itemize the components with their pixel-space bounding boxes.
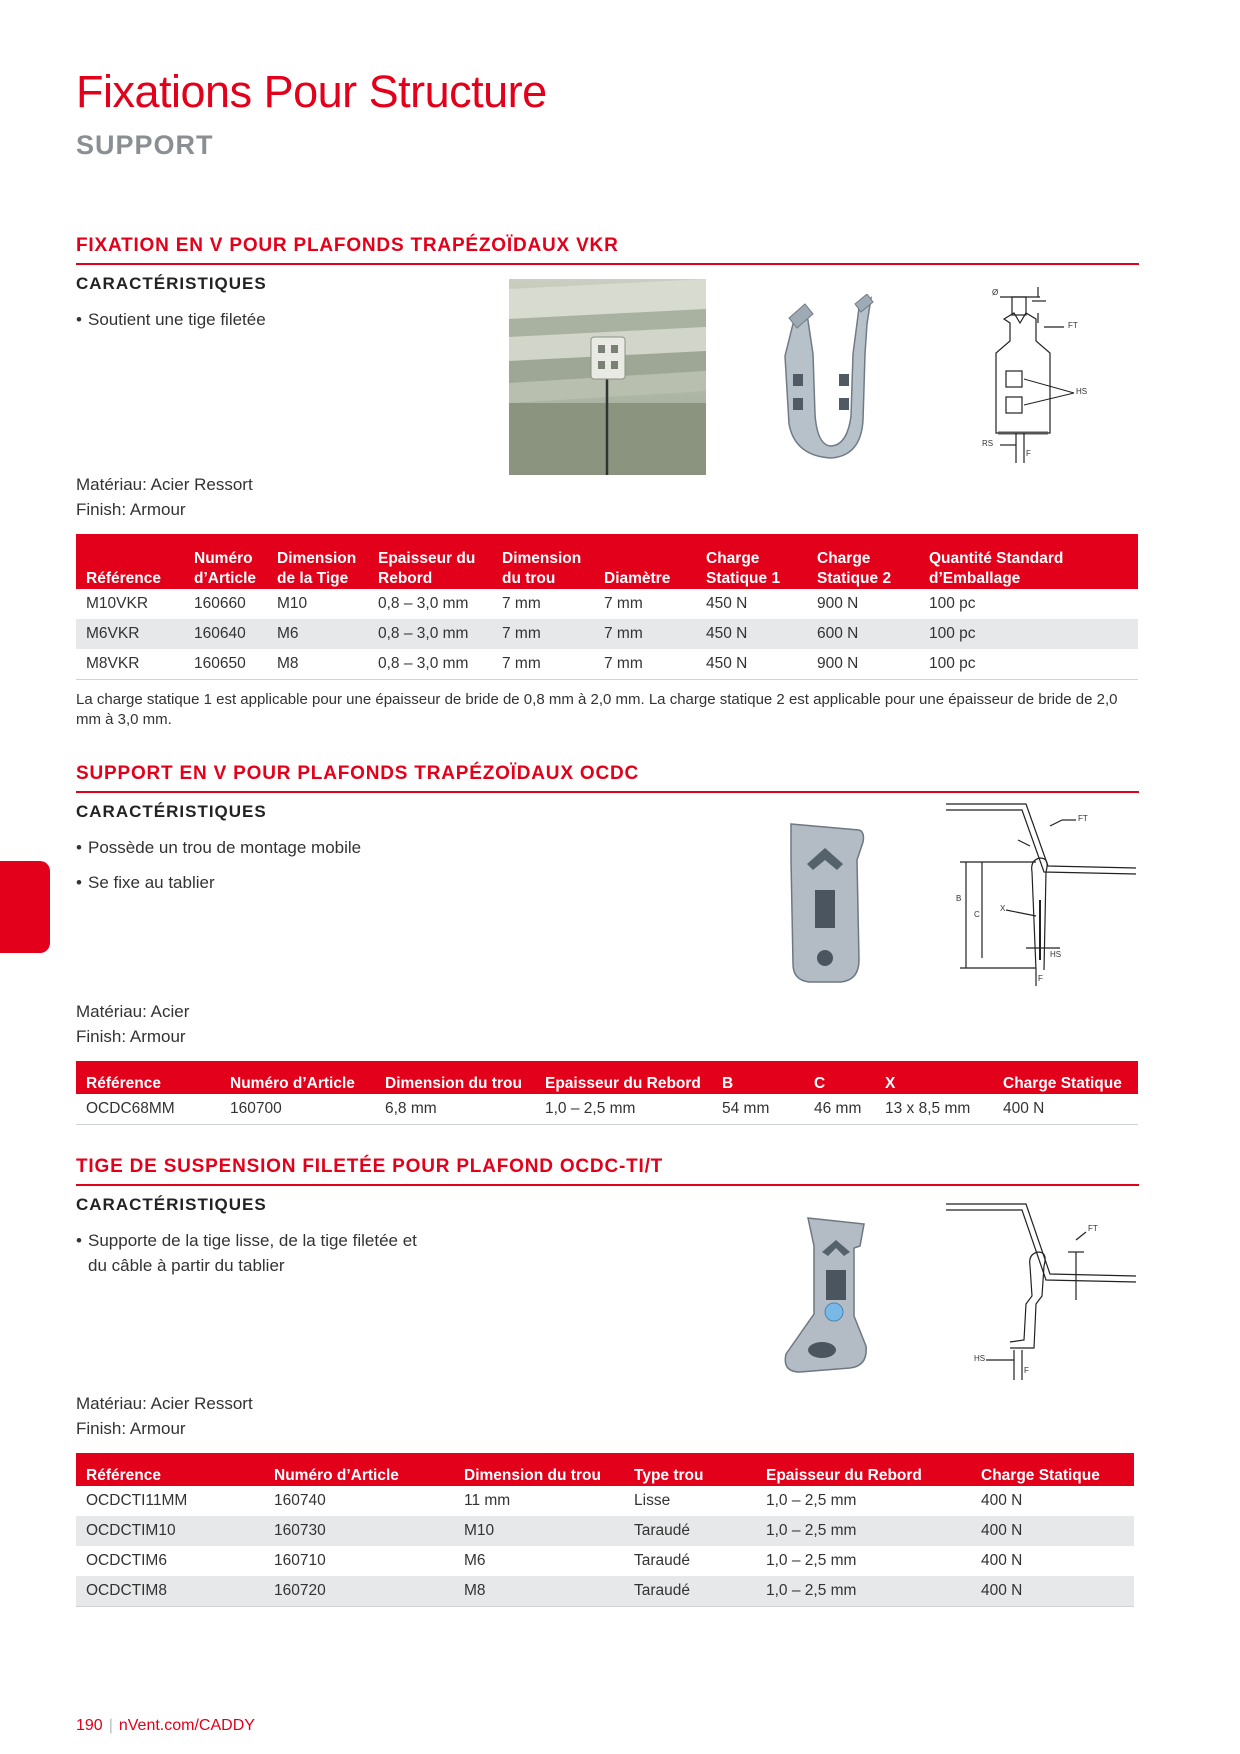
table-cell: 7 mm — [604, 595, 643, 612]
table-row — [76, 589, 1138, 619]
diagram-label: C — [974, 910, 980, 919]
column-header: Référence — [76, 534, 184, 589]
finish-text: Finish: Armour — [76, 1419, 186, 1438]
table-cell: 160650 — [184, 649, 267, 680]
table-cell: 100 pc — [929, 595, 976, 612]
table-cell: M6VKR — [76, 619, 184, 649]
technical-diagram-vkr — [980, 283, 1100, 469]
table-cell: 900 N — [807, 649, 919, 680]
diagram-label: FT — [1078, 814, 1088, 823]
table-cell: M8 — [454, 1576, 624, 1607]
column-header: C — [804, 1061, 875, 1094]
table-cell: 160710 — [274, 1552, 326, 1569]
section-title-ocdc: SUPPORT EN V POUR PLAFONDS TRAPÉZOÏDAUX OCDC — [76, 763, 1139, 793]
table-cell: 0,8 – 3,0 mm — [368, 619, 492, 649]
column-header: Charge Statique 2 — [807, 534, 919, 589]
table-cell: OCDC68MM — [76, 1094, 220, 1125]
table-cell: 7 mm — [492, 619, 594, 649]
table-cell: Lisse — [634, 1492, 671, 1509]
table-cell: 7 mm — [492, 649, 594, 680]
table-cell: 900 N — [817, 595, 859, 612]
table-cell: 0,8 – 3,0 mm — [368, 649, 492, 680]
feature-item: • Possède un trou de montage mobile — [76, 838, 362, 857]
column-header: B — [712, 1061, 804, 1094]
diagram-label: FT — [1068, 321, 1078, 330]
table-header-row — [76, 1453, 1134, 1486]
product-photo-ocdc-ti-clip — [780, 1216, 868, 1378]
table-cell: 160700 — [220, 1094, 375, 1125]
features-heading-vkr: CARACTÉRISTIQUES — [76, 274, 267, 293]
table-cell: 54 mm — [712, 1094, 804, 1125]
page-number: 190 — [76, 1717, 103, 1734]
column-header: Charge Statique 1 — [696, 534, 807, 589]
technical-diagram-ocdc-ti — [946, 1200, 1136, 1390]
diagram-label: HS — [1050, 950, 1062, 959]
technical-diagram-ocdc — [946, 800, 1136, 990]
table-cell: 400 N — [981, 1552, 1023, 1569]
diagram-label: F — [1024, 1366, 1029, 1375]
material-text: Matériau: Acier Ressort — [76, 1394, 253, 1413]
table-header-row — [76, 534, 1138, 589]
table-row — [76, 1094, 1138, 1125]
table-cell: 450 N — [706, 595, 748, 612]
diagram-label: F — [1026, 449, 1031, 458]
section-title-ocdc-ti: TIGE DE SUSPENSION FILETÉE POUR PLAFOND OCDC-TI/T — [76, 1156, 1139, 1186]
table-row — [76, 619, 1138, 649]
material-text: Matériau: Acier — [76, 1002, 190, 1021]
material-text: Matériau: Acier Ressort — [76, 475, 253, 494]
column-header: X — [875, 1061, 993, 1094]
table-row — [76, 1576, 1134, 1607]
table-cell: M6 — [267, 619, 368, 649]
table-cell: 450 N — [696, 619, 807, 649]
column-header: Numéro d’Article — [184, 534, 267, 589]
finish-text: Finish: Armour — [76, 500, 186, 519]
table-cell: 160640 — [184, 619, 267, 649]
column-header: Référence — [76, 1453, 264, 1486]
table-cell: 160730 — [264, 1516, 454, 1546]
table-cell: M10 — [277, 595, 308, 612]
table-cell: OCDCTIM6 — [86, 1552, 167, 1569]
table-cell: M8VKR — [76, 649, 184, 680]
table-cell: 400 N — [971, 1516, 1134, 1546]
page-subtitle: SUPPORT — [76, 130, 214, 160]
table-cell: 11 mm — [464, 1492, 511, 1509]
column-header: Epaisseur du Rebord — [756, 1453, 971, 1486]
table-cell: 7 mm — [594, 649, 696, 680]
table-cell: 400 N — [971, 1576, 1134, 1607]
table-cell: 0,8 – 3,0 mm — [378, 595, 469, 612]
table-cell: M10 — [454, 1516, 624, 1546]
column-header: Diamètre — [594, 534, 696, 589]
diagram-label: RS — [982, 439, 994, 448]
feature-item: • Supporte de la tige lisse, de la tige filetée et du câble à partir du tablier — [76, 1231, 417, 1275]
column-header: Dimension du trou — [492, 534, 594, 589]
table-cell: Taraudé — [624, 1576, 756, 1607]
column-header: Dimension de la Tige — [267, 534, 368, 589]
column-header: Charge Statique — [971, 1453, 1134, 1486]
table-cell: 600 N — [807, 619, 919, 649]
column-header: Dimension du trou — [375, 1061, 535, 1094]
table-cell: OCDCTIM8 — [76, 1576, 264, 1607]
spec-table-vkr — [76, 534, 1138, 680]
page-title: Fixations Pour Structure — [76, 66, 547, 117]
table-cell: 7 mm — [594, 619, 696, 649]
table-cell: 1,0 – 2,5 mm — [756, 1576, 971, 1607]
table-cell: 1,0 – 2,5 mm — [535, 1094, 712, 1125]
table-cell: 1,0 – 2,5 mm — [766, 1492, 857, 1509]
table-footnote: La charge statique 1 est applicable pour une épaisseur de bride de 0,8 mm à 2,0 mm. La charge statique 2 est applicable pour une épaisseur de bride de 2,0 mm à 3,0 mm. — [76, 691, 1118, 728]
diagram-label: HS — [1076, 387, 1088, 396]
page-footer — [76, 1717, 255, 1735]
footer-separator: | — [108, 1717, 113, 1734]
section-title-vkr: FIXATION EN V POUR PLAFONDS TRAPÉZOÏDAUX VKR — [76, 235, 1139, 265]
product-photo-vkr-clip — [775, 294, 875, 460]
table-cell: OCDCTIM10 — [76, 1516, 264, 1546]
spec-table-ocdc — [76, 1061, 1138, 1125]
table-cell: 400 N — [981, 1492, 1023, 1509]
diagram-label: F — [1038, 974, 1043, 983]
table-cell: M10VKR — [86, 595, 149, 612]
column-header: Dimension du trou — [454, 1453, 624, 1486]
diagram-label: HS — [974, 1354, 986, 1363]
table-cell: 7 mm — [502, 595, 541, 612]
table-row — [76, 1486, 1134, 1516]
column-header: Epaisseur du Rebord — [535, 1061, 712, 1094]
column-header: Numéro d’Article — [220, 1061, 375, 1094]
column-header: Quantité Standard d’Emballage — [919, 534, 1138, 589]
table-cell: 400 N — [993, 1094, 1138, 1125]
finish-text: Finish: Armour — [76, 1027, 186, 1046]
side-chapter-tab — [0, 861, 50, 953]
table-cell: 1,0 – 2,5 mm — [756, 1516, 971, 1546]
feature-item: • Soutient une tige filetée — [76, 310, 266, 329]
column-header: Type trou — [624, 1453, 756, 1486]
feature-item: • Se fixe au tablier — [76, 873, 215, 892]
diagram-label: Ø — [992, 288, 999, 297]
diagram-label: FT — [1088, 1224, 1098, 1233]
column-header: Numéro d’Article — [264, 1453, 454, 1486]
table-row — [76, 1546, 1134, 1576]
column-header: Epaisseur du Rebord — [368, 534, 492, 589]
table-cell: 100 pc — [919, 649, 1138, 680]
diagram-label: X — [1000, 904, 1006, 913]
table-cell: 160740 — [274, 1492, 326, 1509]
table-row — [76, 649, 1138, 680]
table-cell: 100 pc — [919, 619, 1138, 649]
column-header: Charge Statique — [993, 1061, 1138, 1094]
footer-website-link[interactable]: nVent.com/CADDY — [118, 1717, 255, 1734]
table-cell: M6 — [464, 1552, 486, 1569]
table-header-row — [76, 1061, 1138, 1094]
column-header: Référence — [76, 1061, 220, 1094]
product-photo-installed — [509, 279, 706, 475]
table-cell: 13 x 8,5 mm — [875, 1094, 993, 1125]
table-cell: Taraudé — [624, 1516, 756, 1546]
diagram-label: B — [956, 894, 962, 903]
features-heading-ocdc: CARACTÉRISTIQUES — [76, 802, 267, 821]
spec-table-ocdc-ti — [76, 1453, 1134, 1607]
table-cell: Taraudé — [634, 1552, 691, 1569]
table-cell: M8 — [267, 649, 368, 680]
product-photo-ocdc-clip — [785, 820, 865, 986]
table-cell: OCDCTI11MM — [86, 1492, 188, 1509]
table-cell: 450 N — [696, 649, 807, 680]
table-cell: 1,0 – 2,5 mm — [766, 1552, 857, 1569]
table-cell: 46 mm — [804, 1094, 875, 1125]
table-cell: 160720 — [264, 1576, 454, 1607]
table-row — [76, 1516, 1134, 1546]
table-cell: 160660 — [194, 595, 246, 612]
features-heading-ocdc-ti: CARACTÉRISTIQUES — [76, 1195, 267, 1214]
table-cell: 6,8 mm — [375, 1094, 535, 1125]
